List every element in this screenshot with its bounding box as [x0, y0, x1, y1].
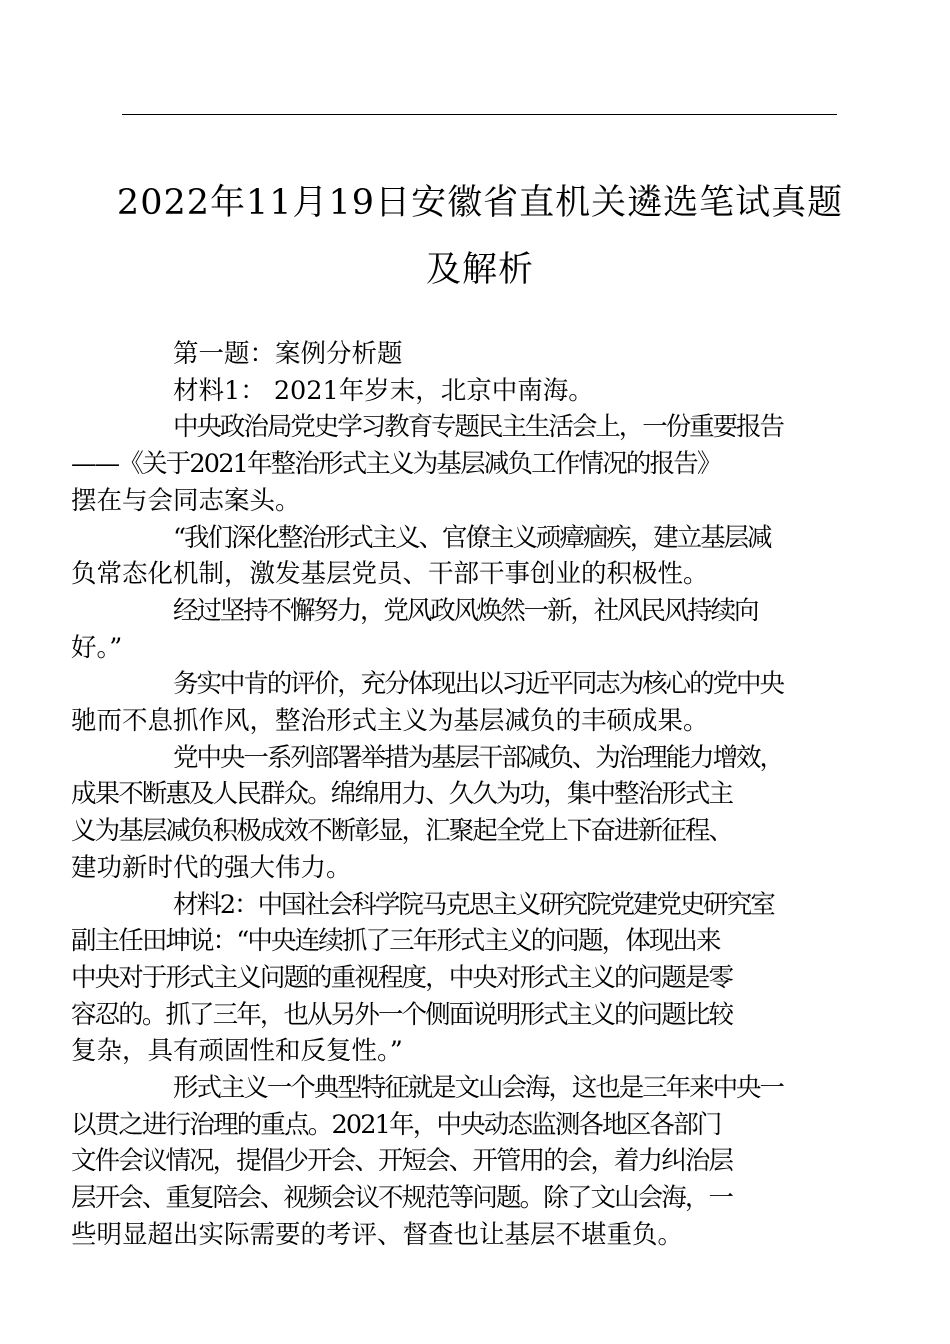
paragraph-line: ——《关于2021年整治形式主义为基层减负工作情况的报告》: [71, 449, 721, 480]
title-line: 2022年11月19日安徽省直机关遴选笔试真题: [116, 183, 844, 223]
paragraph: [71, 409, 838, 519]
paragraph-line: 以贯之进行治理的重点。2021年，中央动态监测各地区各部门: [71, 1109, 721, 1140]
paragraph-line: 摆在与会同志案头。: [71, 485, 301, 516]
paragraph-line: 建功新时代的强大伟力。: [71, 852, 352, 883]
paragraph: [122, 336, 838, 373]
paragraph-line: 第一题：案例分析题: [173, 339, 403, 369]
paragraph-line: 副主任田坤说：“中央连续抓了三年形式主义的问题，体现出来: [71, 926, 720, 957]
paragraph-line: 务实中肯的评价，充分体现出以习近平同志为核心的党中央: [173, 669, 783, 700]
paragraph: [71, 1070, 838, 1254]
paragraph-line: 文件会议情况，提倡少开会、开短会、开管用的会，着力纠治层: [71, 1146, 733, 1177]
title-line: 及解析: [425, 250, 534, 290]
paragraph-line: 中央对于形式主义问题的重视程度，中央对形式主义的问题是零: [71, 962, 733, 993]
paragraph-line: 驰而不息抓作风，整治形式主义为基层减负的丰硕成果。: [71, 706, 709, 737]
paragraph: [71, 520, 838, 593]
paragraph-line: 层开会、重复陪会、视频会议不规范等问题。除了文山会海，一: [71, 1183, 733, 1214]
paragraph-line: 义为基层减负积极成效不断彰显，汇聚起全党上下奋进新征程、: [71, 816, 733, 847]
paragraph-line: 容忍的。抓了三年，也从另外一个侧面说明形式主义的问题比较: [71, 999, 733, 1030]
paragraph: [122, 373, 838, 410]
paragraph-line: 形式主义一个典型特征就是文山会海，这也是三年来中央一: [173, 1073, 783, 1104]
paragraph: [71, 740, 838, 887]
document-title: [110, 170, 850, 304]
paragraph-line: 中央政治局党史学习教育专题民主生活会上，一份重要报告: [173, 412, 783, 443]
paragraph-line: 党中央一系列部署举措为基层干部减负、为治理能力增效，: [173, 742, 783, 773]
document-body: [71, 336, 838, 1254]
paragraph-line: 复杂，具有顽固性和反复性。”: [71, 1036, 403, 1067]
paragraph-line: 好。”: [71, 632, 123, 663]
paragraph-line: 负常态化机制，激发基层党员、干部干事创业的积极性。: [71, 559, 709, 590]
paragraph-line: 材料2：中国社会科学院马克思主义研究院党建党史研究室: [173, 889, 774, 920]
paragraph: [71, 666, 838, 739]
paragraph-line: 些明显超出实际需要的考评、督查也让基层不堪重负。: [71, 1219, 684, 1250]
paragraph-line: “我们深化整治形式主义、官僚主义顽瘴痼疾，建立基层减: [173, 522, 771, 553]
paragraph-line: 材料1： 2021年岁末，北京中南海。: [173, 375, 594, 406]
paragraph: [71, 593, 838, 666]
paragraph: [71, 887, 838, 1071]
paragraph-line: 成果不断惠及人民群众。绵绵用力、久久为功，集中整治形式主: [71, 779, 733, 810]
header-rule: [122, 114, 837, 115]
paragraph-line: 经过坚持不懈努力，党风政风焕然一新，社风民风持续向: [173, 595, 758, 626]
